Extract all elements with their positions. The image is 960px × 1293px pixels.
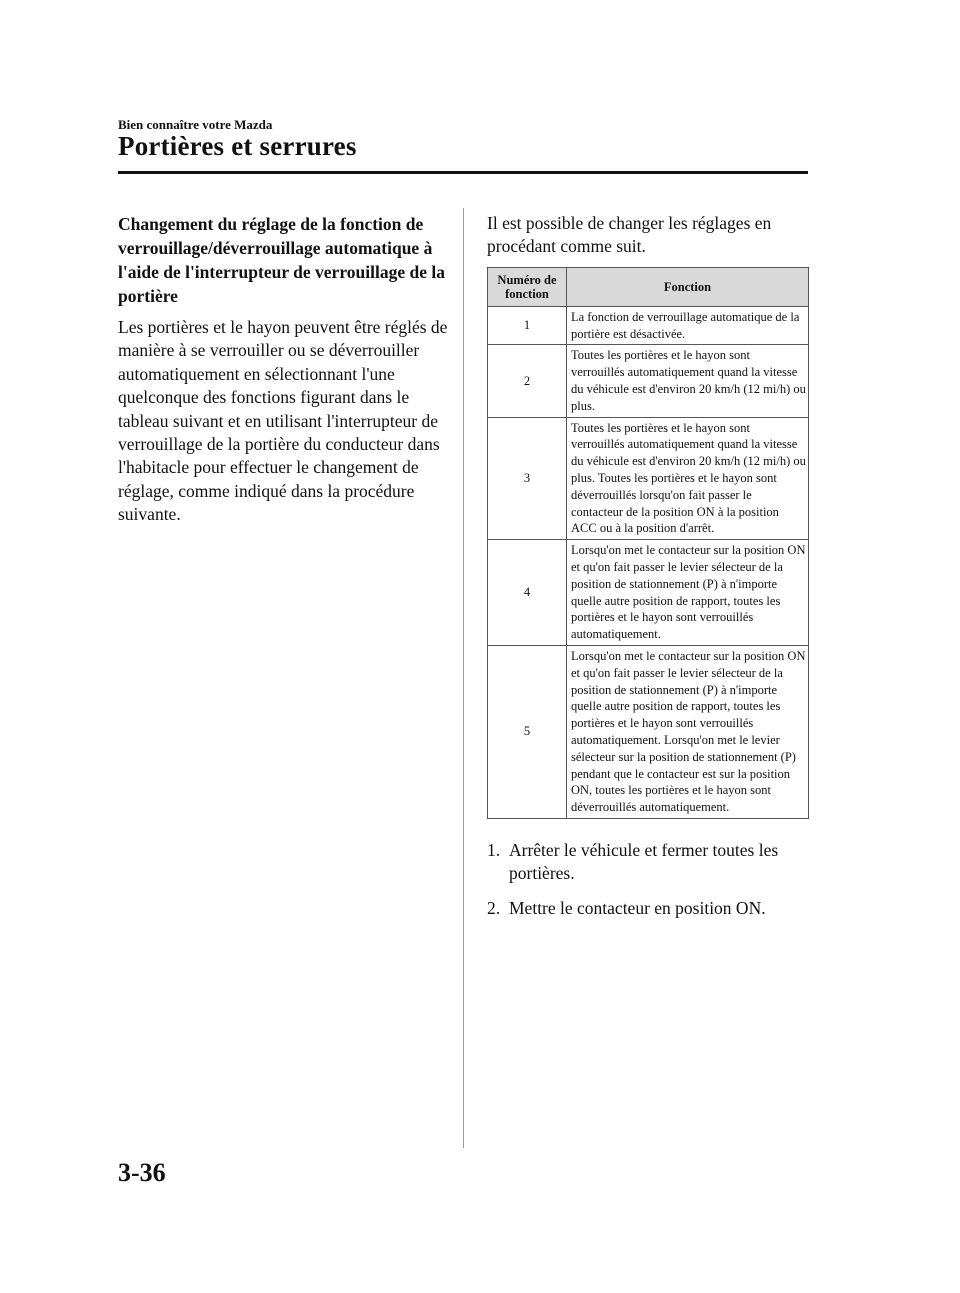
procedure-step xyxy=(487,897,809,920)
function-description: Toutes les portières et le hayon sont verrouillés automatiquement quand la vitesse du véhicule est d'environ 20 km/h (12 mi/h) ou plus. Toutes les portières et le hayon sont déverrouillés lorsqu'on fait passer le contacteur de la position ON à la position ACC ou à la position d'arrêt. xyxy=(567,417,809,540)
function-number: 3 xyxy=(488,417,567,540)
table-row xyxy=(488,306,809,345)
page-number: 3-36 xyxy=(118,1158,166,1187)
step-text: Arrêter le véhicule et fermer toutes les portières. xyxy=(509,839,779,884)
function-description: Lorsqu'on met le contacteur sur la position ON et qu'on fait passer le levier sélecteur de la position de stationnement (P) à n'importe quelle autre position de rapport, toutes les portières et le hayon sont verrouillés automatiquement. Lorsqu'on met le levier sélecteur sur la position de stationnement (P) pendant que le contacteur est sur la position ON, toutes les portières et le hayon sont déverrouillés automatiquement. xyxy=(567,645,809,818)
header-function: Fonction xyxy=(567,267,809,306)
page-title: Portières et serrures xyxy=(118,131,357,161)
function-description: Toutes les portières et le hayon sont verrouillés automatiquement quand la vitesse du véhicule est d'environ 20 km/h (12 mi/h) ou plus. xyxy=(567,345,809,417)
table-intro: Il est possible de changer les réglages en procédant comme suit. xyxy=(487,213,772,257)
right-column xyxy=(487,212,809,931)
step-number: 1. xyxy=(487,839,501,860)
intro-paragraph: Les portières et le hayon peuvent être réglés de manière à se verrouiller ou se déverrouiller automatiquement en sélectionnant l'une quelconque des fonctions figurant dans le tableau suivant et en utilisant l'interrupteur de verrouillage de la portière du conducteur dans l'habitacle pour effectuer le changement de réglage, comme indiqué dans la procédure suivante. xyxy=(118,317,448,525)
function-number: 1 xyxy=(488,306,567,345)
left-column xyxy=(118,212,448,527)
function-number: 4 xyxy=(488,540,567,646)
table-row xyxy=(488,345,809,417)
procedure-steps xyxy=(487,839,809,920)
header-function-number: Numéro de fonction xyxy=(488,267,567,306)
function-description: Lorsqu'on met le contacteur sur la position ON et qu'on fait passer le levier sélecteur de la position de stationnement (P) à n'importe quelle autre position de rapport, toutes les portières et le hayon sont verrouillés automatiquement. xyxy=(567,540,809,646)
table-row xyxy=(488,417,809,540)
function-description: La fonction de verrouillage automatique de la portière est désactivée. xyxy=(567,306,809,345)
section-label: Bien connaître votre Mazda xyxy=(118,117,273,132)
table-row xyxy=(488,645,809,818)
function-number: 2 xyxy=(488,345,567,417)
function-number: 5 xyxy=(488,645,567,818)
procedure-step xyxy=(487,839,809,886)
section-subheading: Changement du réglage de la fonction de verrouillage/déverrouillage automatique à l'aide de l'interrupteur de verrouillage de la portière xyxy=(118,214,445,306)
function-table xyxy=(487,267,809,819)
title-rule xyxy=(118,171,808,174)
step-text: Mettre le contacteur en position ON. xyxy=(509,897,766,918)
step-number: 2. xyxy=(487,897,501,918)
table-row xyxy=(488,540,809,646)
column-divider xyxy=(463,208,464,1148)
